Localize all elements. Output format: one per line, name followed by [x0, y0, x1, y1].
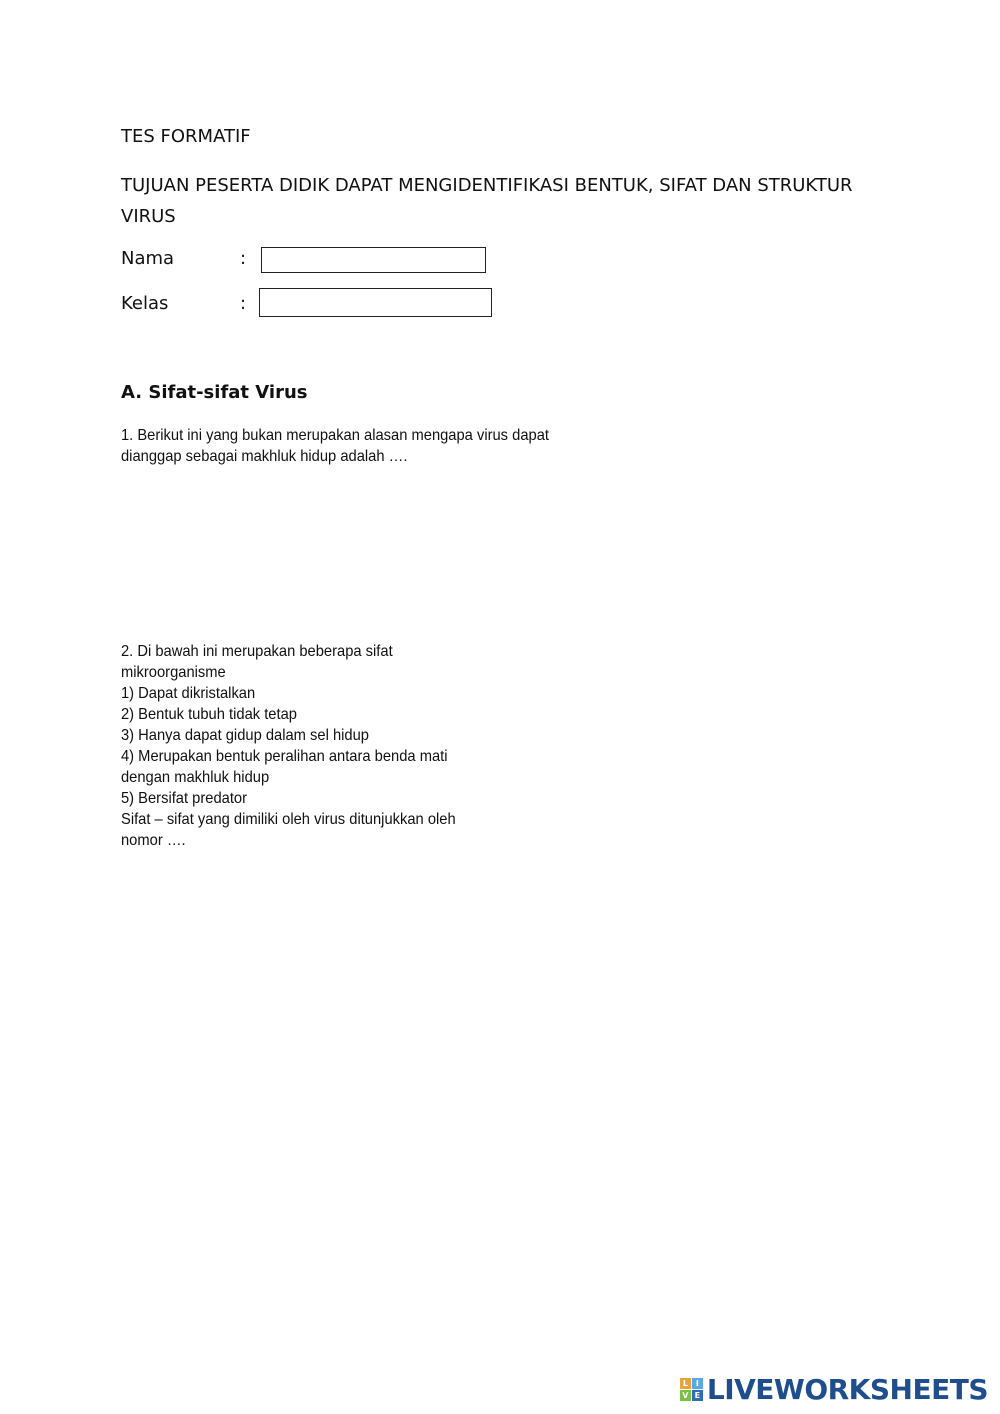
question-2-prompt-2: nomor …. — [121, 832, 186, 849]
logo-mark-letter: L — [680, 1378, 691, 1389]
question-2-item-2: 2) Bentuk tubuh tidak tetap — [121, 706, 297, 723]
question-2-item-1: 1) Dapat dikristalkan — [121, 685, 256, 702]
learning-objective: TUJUAN PESERTA DIDIK DAPAT MENGIDENTIFIKASI BENTUK, SIFAT DAN STRUKTUR VIRUS — [121, 175, 853, 227]
question-2-item-4a: 4) Merupakan bentuk peralihan antara benda mati — [121, 748, 448, 765]
question-2 — [121, 641, 480, 851]
class-label: Kelas — [121, 293, 169, 314]
liveworksheets-logo — [680, 1373, 988, 1406]
logo-mark-icon — [680, 1378, 703, 1401]
question-1-line-1: 1. Berikut ini yang bukan merupakan alasan mengapa virus dapat — [121, 427, 549, 444]
question-2-item-5: 5) Bersifat predator — [121, 790, 247, 807]
name-colon: : — [240, 248, 247, 269]
logo-mark-letter: E — [692, 1390, 703, 1401]
question-1-line-2: dianggap sebagai makhluk hidup adalah …. — [121, 448, 408, 465]
worksheet-title: TES FORMATIF — [121, 126, 251, 147]
section-heading: A. Sifat-sifat Virus — [121, 382, 308, 403]
name-input[interactable] — [261, 247, 486, 273]
name-label: Nama — [121, 248, 175, 269]
question-2-item-4b: dengan makhluk hidup — [121, 769, 270, 786]
question-1 — [121, 425, 581, 467]
logo-text: LIVEWORKSHEETS — [706, 1373, 988, 1406]
logo-mark-letter: I — [692, 1378, 703, 1389]
question-2-item-3: 3) Hanya dapat gidup dalam sel hidup — [121, 727, 369, 744]
class-colon: : — [240, 293, 247, 314]
class-input[interactable] — [259, 288, 492, 317]
question-2-prompt-1: Sifat – sifat yang dimiliki oleh virus ditunjukkan oleh — [121, 811, 456, 828]
logo-mark-letter: V — [680, 1390, 691, 1401]
question-2-line-1: 2. Di bawah ini merupakan beberapa sifat — [121, 643, 393, 660]
question-2-line-2: mikroorganisme — [121, 664, 226, 681]
